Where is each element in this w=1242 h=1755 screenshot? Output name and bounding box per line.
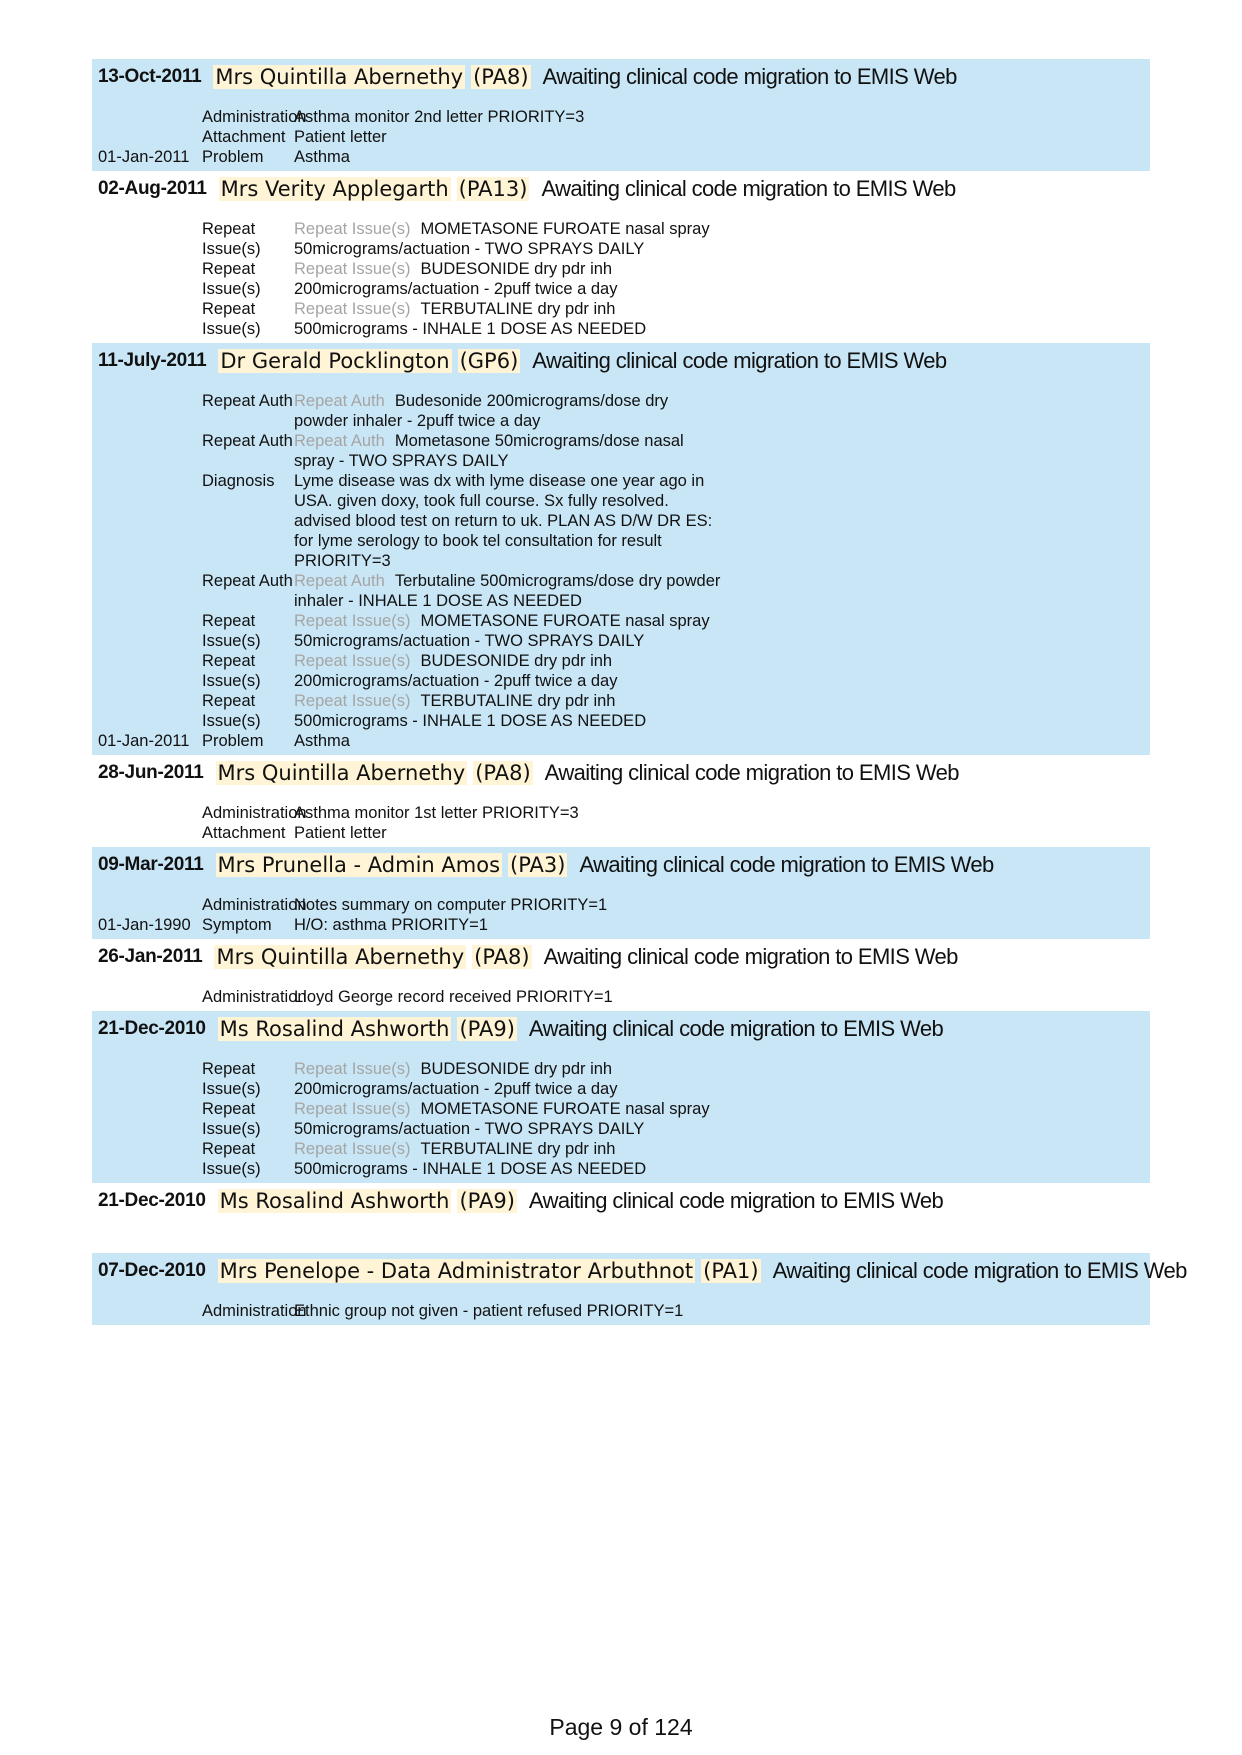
entry-item <box>98 391 1150 431</box>
entry-items <box>98 207 1150 339</box>
item-body <box>294 611 724 651</box>
item-body <box>294 915 724 935</box>
item-body <box>294 803 724 823</box>
journal-entry <box>92 59 1150 171</box>
item-text: Asthma <box>294 732 350 750</box>
entry-item <box>98 471 1150 571</box>
entry-date: 07-Dec-2010 <box>98 1260 206 1281</box>
item-body <box>294 431 724 471</box>
item-body <box>294 691 724 731</box>
item-date <box>98 1139 198 1179</box>
entry-item <box>98 611 1150 651</box>
item-date <box>98 691 198 731</box>
entry-status: Awaiting clinical code migration to EMIS Web <box>544 760 959 785</box>
item-category: Repeat Issue(s) <box>202 300 261 338</box>
item-category: Symptom <box>202 916 272 934</box>
entry-author: Mrs Quintilla Abernethy <box>216 945 465 969</box>
item-text: TERBUTALINE dry pdr inh 500micrograms - INHALE 1 DOSE AS NEEDED <box>294 300 647 338</box>
journal-entry <box>92 343 1150 755</box>
entry-author-code: (PA8) <box>474 945 530 969</box>
entry-item <box>98 731 1150 751</box>
item-text: Asthma <box>294 148 350 166</box>
item-date <box>98 299 198 339</box>
item-date <box>98 107 198 127</box>
entry-author-code: (PA13) <box>458 177 528 201</box>
item-ghost-label: Repeat Issue(s) <box>294 220 411 238</box>
item-ghost-label: Repeat Issue(s) <box>294 1140 411 1158</box>
item-ghost-label: Repeat Auth <box>294 392 385 410</box>
entry-status: Awaiting clinical code migration to EMIS Web <box>579 852 994 877</box>
item-body <box>294 471 724 571</box>
entry-header <box>98 755 1150 791</box>
item-date: 01-Jan-2011 <box>98 732 190 750</box>
entry-item <box>98 571 1150 611</box>
entry-date: 21-Dec-2010 <box>98 1190 206 1211</box>
entry-header <box>98 171 1150 207</box>
entry-header <box>98 939 1150 975</box>
entry-item <box>98 651 1150 691</box>
item-category: Repeat Auth <box>202 432 293 450</box>
entry-items <box>98 1047 1150 1179</box>
entry-date: 28-Jun-2011 <box>98 762 204 783</box>
item-category: Repeat Issue(s) <box>202 692 261 730</box>
entry-author: Ms Rosalind Ashworth <box>219 1189 450 1213</box>
item-body <box>294 731 724 751</box>
item-category: Repeat Issue(s) <box>202 220 261 258</box>
entry-status: Awaiting clinical code migration to EMIS Web <box>772 1258 1187 1283</box>
entry-author: Mrs Verity Applegarth <box>220 177 449 201</box>
entry-author-code: (PA1) <box>703 1259 759 1283</box>
item-text: Terbutaline 500micrograms/dose dry powder inhaler - INHALE 1 DOSE AS NEEDED <box>294 572 721 610</box>
journal-entry <box>92 847 1150 939</box>
journal-entry <box>92 755 1150 847</box>
item-body <box>294 823 724 843</box>
item-date: 01-Jan-2011 <box>98 148 190 166</box>
entry-author: Mrs Quintilla Abernethy <box>215 65 464 89</box>
entry-item <box>98 915 1150 935</box>
entry-status: Awaiting clinical code migration to EMIS Web <box>528 1188 944 1213</box>
item-text: BUDESONIDE dry pdr inh 200micrograms/actuation - 2puff twice a day <box>294 1060 618 1098</box>
entry-item <box>98 127 1150 147</box>
entry-date: 11-July-2011 <box>98 350 207 371</box>
item-text: MOMETASONE FUROATE nasal spray 50micrograms/actuation - TWO SPRAYS DAILY <box>294 1100 710 1138</box>
item-body <box>294 1301 724 1321</box>
item-body <box>294 895 724 915</box>
item-body <box>294 299 724 339</box>
item-text: Notes summary on computer PRIORITY=1 <box>294 896 608 914</box>
item-category: Attachment <box>202 128 286 146</box>
item-category: Repeat Auth <box>202 572 293 590</box>
entry-item <box>98 1301 1150 1321</box>
item-date <box>98 431 198 471</box>
item-ghost-label: Repeat Issue(s) <box>294 612 411 630</box>
item-date <box>98 259 198 299</box>
entry-item <box>98 107 1150 127</box>
journal-entry <box>92 171 1150 343</box>
item-date <box>98 803 198 823</box>
item-text: TERBUTALINE dry pdr inh 500micrograms - INHALE 1 DOSE AS NEEDED <box>294 692 647 730</box>
item-text: Patient letter <box>294 128 387 146</box>
item-text: Ethnic group not given - patient refused PRIORITY=1 <box>294 1302 684 1320</box>
item-text: Asthma monitor 2nd letter PRIORITY=3 <box>294 108 585 126</box>
entry-author: Mrs Quintilla Abernethy <box>217 761 466 785</box>
entry-status: Awaiting clinical code migration to EMIS Web <box>541 176 956 201</box>
entry-items <box>98 975 1150 1007</box>
item-date <box>98 651 198 691</box>
entry-items <box>98 1219 1150 1249</box>
item-body <box>294 1059 724 1099</box>
item-date <box>98 219 198 259</box>
item-body <box>294 259 724 299</box>
entry-item <box>98 987 1150 1007</box>
item-text: H/O: asthma PRIORITY=1 <box>294 916 488 934</box>
item-date <box>98 823 198 843</box>
item-body <box>294 219 724 259</box>
entry-item <box>98 1139 1150 1179</box>
item-date <box>98 987 198 1007</box>
item-text: Lyme disease was dx with lyme disease one year ago in USA. given doxy, took full course. Sx fully resolved. advised blood test on return to uk. PLAN AS D/W DR ES: for lyme serology to book tel consultation for result PRIORITY=3 <box>294 472 713 570</box>
item-text: BUDESONIDE dry pdr inh 200micrograms/actuation - 2puff twice a day <box>294 652 618 690</box>
item-category: Administration <box>202 804 307 822</box>
item-category: Repeat Issue(s) <box>202 260 261 298</box>
entry-author: Mrs Penelope - Data Administrator Arbuthnot <box>219 1259 694 1283</box>
item-body <box>294 571 724 611</box>
item-category: Attachment <box>202 824 286 842</box>
entry-status: Awaiting clinical code migration to EMIS Web <box>543 944 958 969</box>
item-ghost-label: Repeat Issue(s) <box>294 300 411 318</box>
item-ghost-label: Repeat Issue(s) <box>294 260 411 278</box>
entry-item <box>98 691 1150 731</box>
item-text: MOMETASONE FUROATE nasal spray 50micrograms/actuation - TWO SPRAYS DAILY <box>294 612 710 650</box>
item-text: Mometasone 50micrograms/dose nasal spray - TWO SPRAYS DAILY <box>294 432 684 470</box>
entry-status: Awaiting clinical code migration to EMIS Web <box>532 348 947 373</box>
entry-items <box>98 791 1150 843</box>
entry-date: 02-Aug-2011 <box>98 178 207 199</box>
journal-entry <box>92 939 1150 1011</box>
page-number: Page 9 of 124 <box>549 1714 693 1740</box>
entry-header <box>98 1253 1187 1289</box>
entry-status: Awaiting clinical code migration to EMIS Web <box>528 1016 944 1041</box>
entry-item <box>98 803 1150 823</box>
entry-author-code: (PA8) <box>473 65 529 89</box>
item-body <box>294 651 724 691</box>
item-body <box>294 147 724 167</box>
item-date <box>98 1059 198 1099</box>
item-body <box>294 987 724 1007</box>
item-body <box>294 1099 724 1139</box>
entry-author: Ms Rosalind Ashworth <box>219 1017 450 1041</box>
item-body <box>294 391 724 431</box>
entry-author-code: (PA8) <box>475 761 531 785</box>
entry-header <box>98 1011 1150 1047</box>
journal-entry <box>92 1011 1150 1183</box>
item-date <box>98 571 198 611</box>
entry-author-code: (PA9) <box>459 1189 515 1213</box>
entry-date: 13-Oct-2011 <box>98 66 202 87</box>
entry-item <box>98 1059 1150 1099</box>
item-category: Problem <box>202 732 264 750</box>
entry-author: Mrs Prunella - Admin Amos <box>217 853 501 877</box>
entry-author: Dr Gerald Pocklington <box>220 349 450 373</box>
item-text: BUDESONIDE dry pdr inh 200micrograms/actuation - 2puff twice a day <box>294 260 618 298</box>
item-category: Administration <box>202 1302 307 1320</box>
entry-header <box>98 847 1150 883</box>
entry-item <box>98 895 1150 915</box>
entry-item <box>98 299 1150 339</box>
item-body <box>294 1139 724 1179</box>
entry-item <box>98 823 1150 843</box>
item-category: Repeat Issue(s) <box>202 1100 261 1138</box>
item-ghost-label: Repeat Auth <box>294 572 385 590</box>
item-date <box>98 1099 198 1139</box>
entry-items <box>98 379 1150 751</box>
item-body <box>294 107 724 127</box>
item-category: Problem <box>202 148 264 166</box>
item-text: Lloyd George record received PRIORITY=1 <box>294 988 613 1006</box>
entry-author-code: (GP6) <box>459 349 519 373</box>
journal-entry <box>92 1253 1187 1325</box>
entry-date: 09-Mar-2011 <box>98 854 204 875</box>
entry-item <box>98 147 1150 167</box>
entry-author-code: (PA3) <box>510 853 566 877</box>
entry-items <box>98 1289 1150 1321</box>
entry-items <box>98 883 1150 935</box>
entry-header <box>98 343 1150 379</box>
item-ghost-label: Repeat Issue(s) <box>294 652 411 670</box>
item-date <box>98 127 198 147</box>
item-ghost-label: Repeat Issue(s) <box>294 692 411 710</box>
journal-entry <box>92 1183 1150 1253</box>
entry-status: Awaiting clinical code migration to EMIS Web <box>542 64 957 89</box>
item-text: Asthma monitor 1st letter PRIORITY=3 <box>294 804 579 822</box>
item-category: Diagnosis <box>202 472 275 490</box>
entry-empty-space <box>98 1231 1150 1249</box>
entry-date: 26-Jan-2011 <box>98 946 203 967</box>
entry-item <box>98 1099 1150 1139</box>
item-category: Repeat Issue(s) <box>202 652 261 690</box>
entry-date: 21-Dec-2010 <box>98 1018 206 1039</box>
item-category: Repeat Issue(s) <box>202 1060 261 1098</box>
item-date <box>98 1301 198 1321</box>
entry-item <box>98 431 1150 471</box>
entry-header <box>98 1183 1150 1219</box>
entry-author-code: (PA9) <box>459 1017 515 1041</box>
item-category: Administration <box>202 896 307 914</box>
item-text: Patient letter <box>294 824 387 842</box>
item-ghost-label: Repeat Auth <box>294 432 385 450</box>
item-date <box>98 895 198 915</box>
entry-header <box>98 59 1150 95</box>
item-date <box>98 471 198 571</box>
entry-item <box>98 219 1150 259</box>
item-date <box>98 391 198 431</box>
item-body <box>294 127 724 147</box>
item-category: Repeat Issue(s) <box>202 1140 261 1178</box>
entry-items <box>98 95 1150 167</box>
item-category: Repeat Issue(s) <box>202 612 261 650</box>
entry-item <box>98 259 1150 299</box>
item-ghost-label: Repeat Issue(s) <box>294 1100 411 1118</box>
item-category: Administration <box>202 108 307 126</box>
item-category: Repeat Auth <box>202 392 293 410</box>
item-text: Budesonide 200micrograms/dose dry powder inhaler - 2puff twice a day <box>294 392 669 430</box>
item-ghost-label: Repeat Issue(s) <box>294 1060 411 1078</box>
item-date <box>98 611 198 651</box>
item-date: 01-Jan-1990 <box>98 916 191 934</box>
item-text: TERBUTALINE dry pdr inh 500micrograms - INHALE 1 DOSE AS NEEDED <box>294 1140 647 1178</box>
item-text: MOMETASONE FUROATE nasal spray 50micrograms/actuation - TWO SPRAYS DAILY <box>294 220 710 258</box>
journal-entries <box>92 59 1187 1325</box>
item-category: Administration <box>202 988 307 1006</box>
